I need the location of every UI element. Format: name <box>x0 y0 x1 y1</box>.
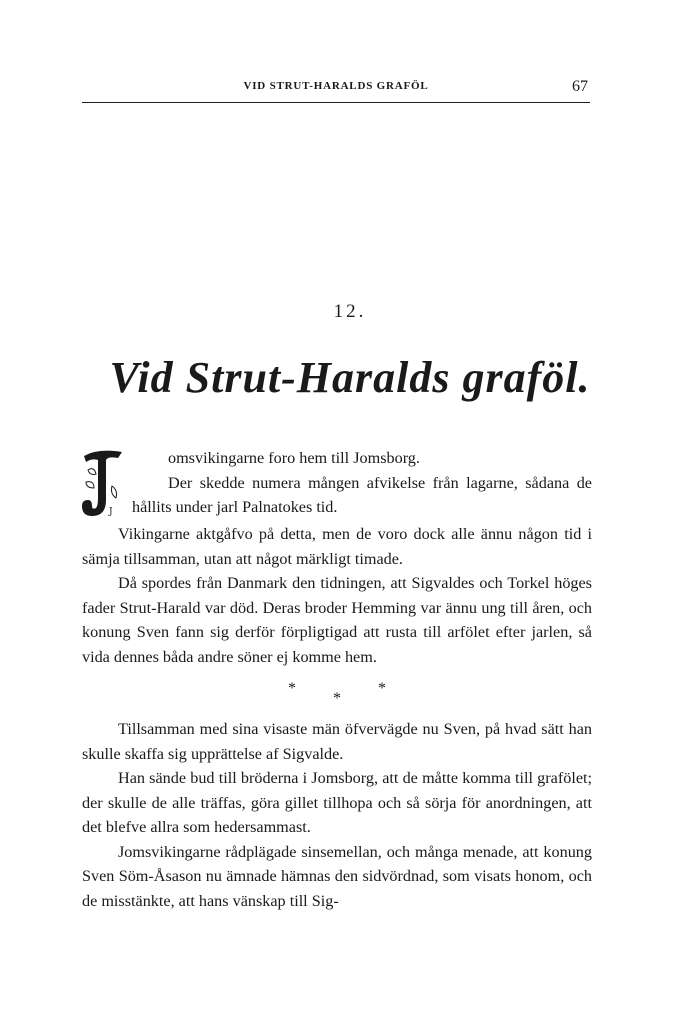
page-number: 67 <box>572 78 588 95</box>
body-text <box>82 446 592 913</box>
paragraph-5: Han sände bud till bröderna i Jomsborg, att de måtte komma till grafölet; der skulle de alle träffas, göra gillet tillhopa och så sörja för anordningen, att det blefve allra som hedersammast. <box>82 769 592 836</box>
paragraph-4: Tillsamman med sina visaste män öfvervägde nu Sven, på hvad sätt han skulle skaffa sig upprättelse af Sigvalde. <box>82 720 592 763</box>
section-break-star: * <box>288 680 296 697</box>
section-break-star: * <box>378 680 386 697</box>
paragraph-6: Jomsvikingarne rådplägade sinsemellan, och många menade, att konung Sven Söm-Åsason nu ämnade hämnas den sidvördnad, som visats honom, och de misstänkte, att hans vänskap till Sig- <box>82 842 592 910</box>
chapter-title: Vid Strut-Haralds graföl. <box>109 353 591 402</box>
section-break <box>82 669 592 717</box>
opening-paragraph <box>82 446 592 522</box>
running-header <box>82 78 590 103</box>
dropcap-letter: J <box>109 507 113 517</box>
running-title: VID STRUT-HARALDS GRAFÖL <box>243 80 429 92</box>
paragraph-1-first-line: omsvikingarne foro hem till Jomsborg. <box>168 449 420 467</box>
section-break-star: * <box>333 690 341 707</box>
paragraph-1-rest: Der skedde numera mången afvikelse från lagarne, sådana de hållits under jarl Palnatokes tid. <box>132 473 592 516</box>
chapter-number: 12. <box>333 301 367 322</box>
paragraph-3: Då spordes från Danmark den tidningen, att Sigvaldes och Torkel höges fader Strut-Harald var död. Deras broder Hemming var ännu ung till åren, och konung Sven fann sig derför förpligtigad att rusta till arfölet efter jarlen, så vida dennes båda andre söner ej komme hem. <box>82 574 592 666</box>
paragraph-2: Vikingarne aktgåfvo på detta, men de voro dock alle ännu någon tid i sämja tillsamman, utan att något märkligt timade. <box>82 525 592 568</box>
dropcap-ornament-icon <box>78 446 128 522</box>
